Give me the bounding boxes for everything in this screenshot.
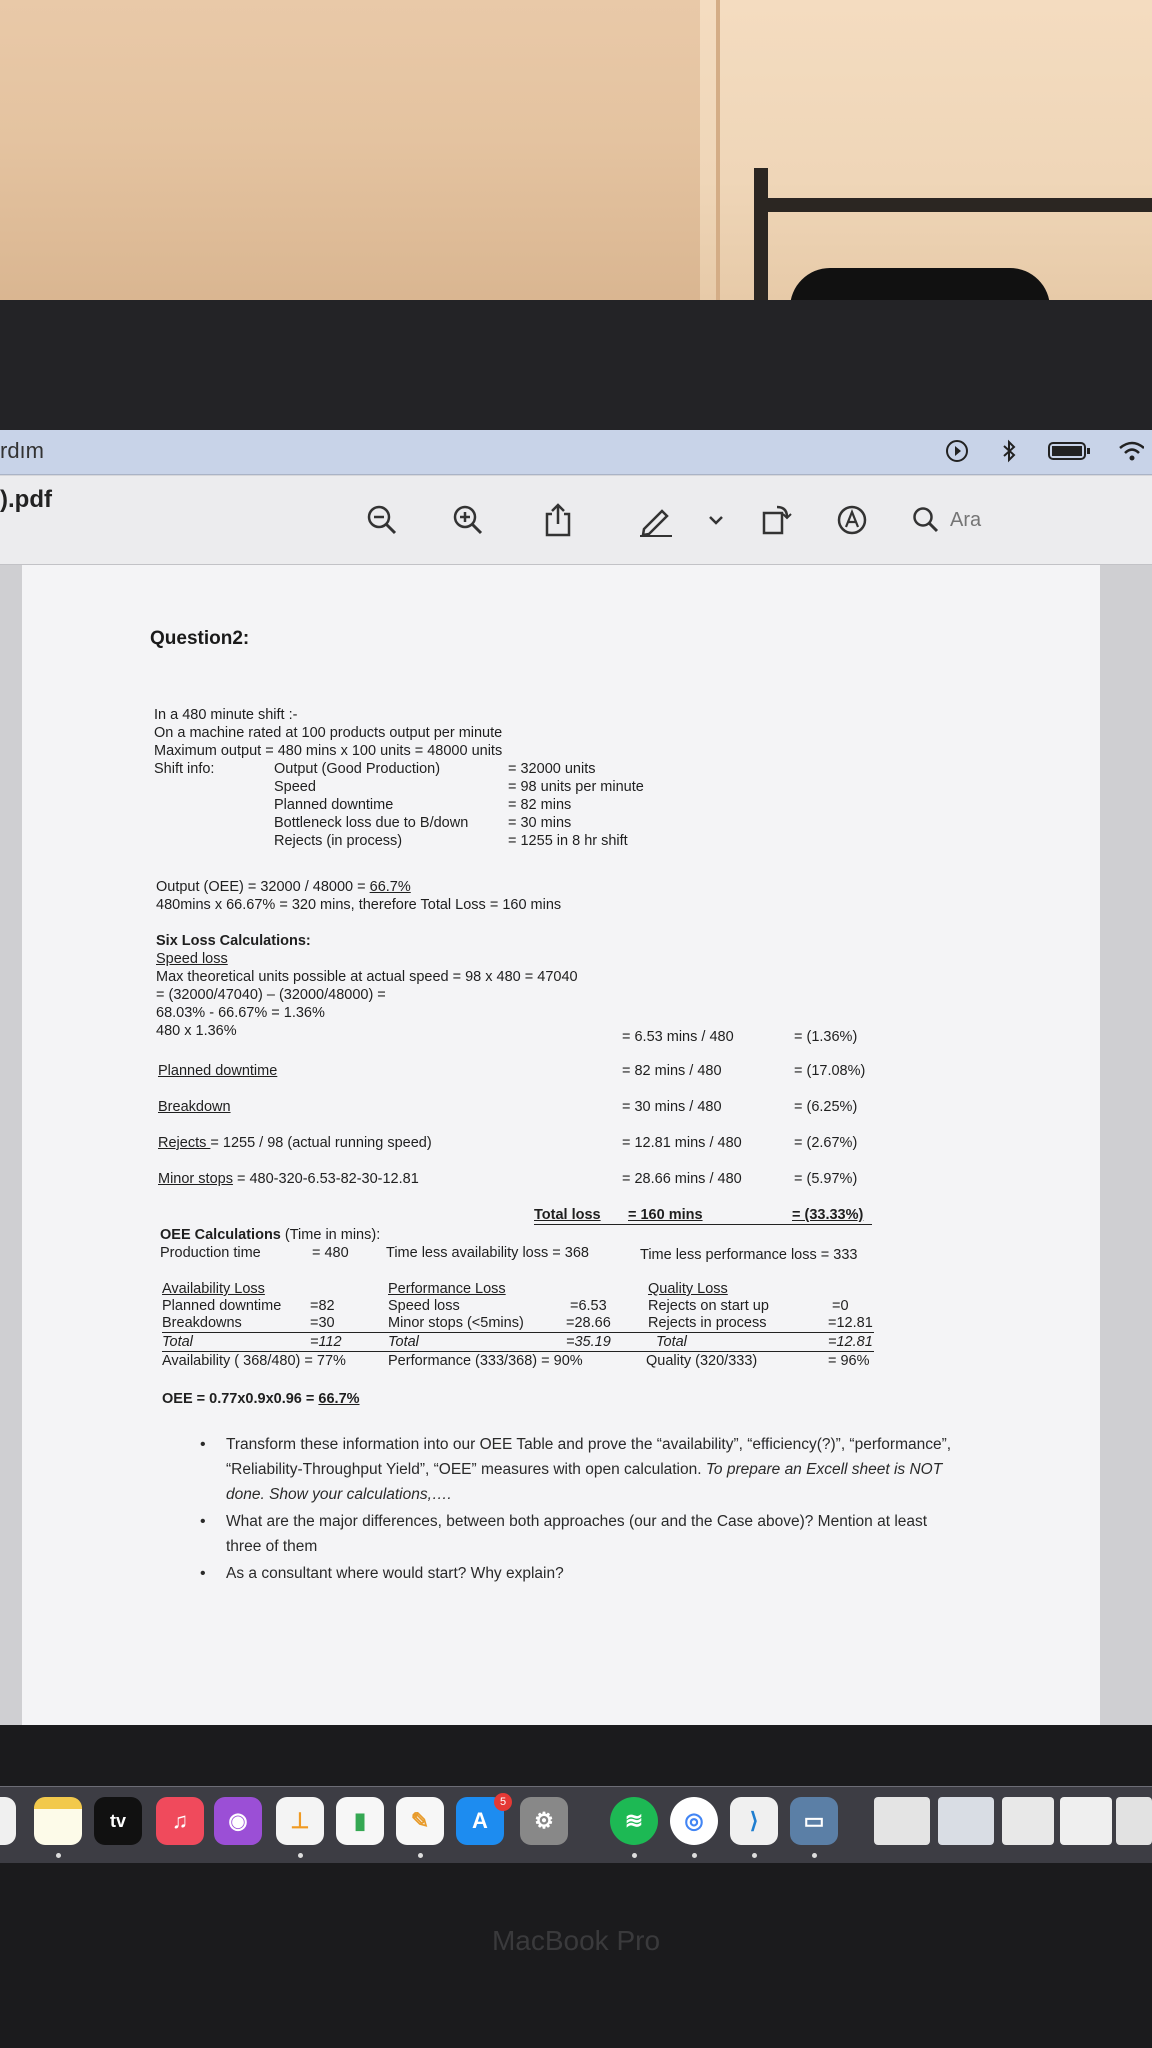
play-status-icon[interactable] xyxy=(944,438,970,464)
loss-row-pct: = (17.08%) xyxy=(794,1063,866,1079)
numbers-icon[interactable]: ▮ xyxy=(336,1797,384,1845)
rotate-icon xyxy=(759,503,793,537)
speed-loss-line: 68.03% - 66.67% = 1.36% xyxy=(156,1005,325,1021)
apple-tv-icon[interactable] xyxy=(94,1797,142,1845)
loss-row-pct: = (5.97%) xyxy=(794,1171,858,1187)
shift-item-label: Rejects (in process) xyxy=(274,833,403,849)
oee-calc-title: OEE Calculations xyxy=(160,1227,281,1243)
quality-total-value: =12.81 xyxy=(828,1334,873,1350)
oee-calc-subtitle: (Time in mins): xyxy=(280,1227,381,1243)
oee-output-line xyxy=(156,878,411,896)
shift-item-value: = 30 mins xyxy=(508,815,572,831)
finder-icon[interactable] xyxy=(0,1797,16,1845)
running-indicator xyxy=(298,1853,303,1858)
bullet-item xyxy=(200,1432,960,1507)
markup-circle-icon xyxy=(835,503,869,537)
running-indicator xyxy=(632,1853,637,1858)
quality-row-value: =12.81 xyxy=(828,1315,873,1331)
performance-result: Performance (333/368) = 90% xyxy=(388,1353,583,1369)
room-background xyxy=(0,0,1152,310)
notes-icon[interactable] xyxy=(34,1797,82,1845)
total-loss-line: 480mins x 66.67% = 320 mins, therefore Total Loss = 160 mins xyxy=(156,897,562,913)
intro-line: On a machine rated at 100 products output per minute xyxy=(154,725,503,741)
dock xyxy=(0,1786,1152,1863)
preview-toolbar xyxy=(0,476,1152,565)
availability-heading: Availability Loss xyxy=(162,1281,265,1297)
oee-output-prefix: Output (OEE) = 32000 / 48000 = xyxy=(156,879,370,895)
loss-row-detail: = 1255 / 98 (actual running speed) xyxy=(210,1135,432,1151)
loss-row xyxy=(158,1134,432,1152)
laptop-bezel-top xyxy=(0,300,1152,430)
availability-result: Availability ( 368/480) = 77% xyxy=(162,1353,346,1369)
shift-item-value: = 1255 in 8 hr shift xyxy=(508,833,628,849)
performance-row-value: =6.53 xyxy=(570,1298,607,1314)
availability-total-label: Total xyxy=(162,1334,193,1350)
performance-row-label: Speed loss xyxy=(388,1298,460,1314)
oee-final-value: 66.7% xyxy=(318,1391,360,1407)
shift-item-value: = 98 units per minute xyxy=(508,779,644,795)
quality-result-label: Quality (320/333) xyxy=(646,1353,758,1369)
availability-row-label: Breakdowns xyxy=(162,1315,242,1331)
share-button[interactable] xyxy=(538,500,578,540)
running-indicator xyxy=(56,1853,61,1858)
total-loss-label: Total loss xyxy=(534,1207,601,1223)
spotify-icon[interactable]: ≋ xyxy=(610,1797,658,1845)
question-title: Question2: xyxy=(150,628,250,649)
bluetooth-icon[interactable] xyxy=(996,438,1022,464)
app-menu-label[interactable]: rdım xyxy=(0,438,44,463)
total-loss-pct: = (33.33%) xyxy=(792,1207,864,1223)
rotate-button[interactable] xyxy=(756,500,796,540)
speed-loss-line: 480 x 1.36% xyxy=(156,1023,237,1039)
shift-item-value: = 82 mins xyxy=(508,797,572,813)
oee-final-line xyxy=(162,1390,360,1408)
shift-info-label: Shift info: xyxy=(154,761,215,777)
performance-row-value: =28.66 xyxy=(566,1315,611,1331)
oee-output-value: 66.7% xyxy=(369,879,411,895)
loss-table-rule xyxy=(162,1332,874,1333)
loss-row-mins: = 82 mins / 480 xyxy=(622,1063,722,1079)
oee-calc-title-line xyxy=(160,1226,380,1244)
shift-item-label: Output (Good Production) xyxy=(274,761,441,777)
zoom-out-icon xyxy=(366,504,398,536)
pages-icon[interactable]: ✎ xyxy=(396,1797,444,1845)
minimized-window-thumbnail[interactable] xyxy=(938,1797,994,1845)
oee-final-prefix: OEE = 0.77x0.9x0.96 = xyxy=(162,1391,319,1407)
quality-row-value: =0 xyxy=(832,1298,849,1314)
door-frame xyxy=(716,0,720,300)
keynote-icon[interactable]: ⊥ xyxy=(276,1797,324,1845)
total-loss-underline xyxy=(534,1224,872,1225)
shift-item-label: Speed xyxy=(274,779,316,795)
pen-icon xyxy=(638,503,674,537)
zoom-in-button[interactable] xyxy=(448,500,488,540)
quality-heading: Quality Loss xyxy=(648,1281,728,1297)
loss-row-label: Rejects xyxy=(158,1135,211,1151)
bullet-item: • What are the major differences, between both approaches (our and the Case above)? Mention at least three of them xyxy=(200,1509,960,1559)
performance-total-value: =35.19 xyxy=(566,1334,611,1350)
bezel-brand-label: MacBook Pro xyxy=(491,1925,661,1956)
availability-row-value: =82 xyxy=(310,1298,335,1314)
speed-loss-line: Max theoretical units possible at actual speed = 98 x 480 = 47040 xyxy=(156,969,578,985)
minimized-window-thumbnail[interactable] xyxy=(1002,1797,1054,1845)
document-title: ).pdf xyxy=(0,486,52,513)
vscode-icon[interactable]: ⟩ xyxy=(730,1797,778,1845)
loss-row-mins: = 28.66 mins / 480 xyxy=(622,1171,742,1187)
loss-row-mins: = 30 mins / 480 xyxy=(622,1099,722,1115)
six-loss-title: Six Loss Calculations: xyxy=(156,933,311,949)
loss-row-label: Breakdown xyxy=(158,1099,231,1115)
music-icon[interactable]: ♫ xyxy=(156,1797,204,1845)
loss-row-label: Minor stops xyxy=(158,1171,233,1187)
zoom-out-button[interactable] xyxy=(362,500,402,540)
quality-row-label: Rejects on start up xyxy=(648,1298,769,1314)
chrome-icon[interactable]: ◎ xyxy=(670,1797,718,1845)
podcasts-icon[interactable]: ◉ xyxy=(214,1797,262,1845)
availability-row-value: =30 xyxy=(310,1315,335,1331)
intro-line: In a 480 minute shift :- xyxy=(154,707,298,723)
bullet-text-italic: To prepare an Excell sheet is NOT done. Show your calculations,…. xyxy=(226,1461,943,1503)
quality-total-label: Total xyxy=(656,1334,687,1350)
system-preferences-icon[interactable]: ⚙ xyxy=(520,1797,568,1845)
minimized-window-thumbnail[interactable] xyxy=(1060,1797,1112,1845)
quality-row-label: Rejects in process xyxy=(648,1315,767,1331)
markup-dropdown-button[interactable] xyxy=(696,500,736,540)
availability-row-label: Planned downtime xyxy=(162,1298,282,1314)
speed-loss-mins: = 6.53 mins / 480 xyxy=(622,1029,734,1045)
wifi-icon[interactable] xyxy=(1118,438,1144,464)
bullet-item: • As a consultant where would start? Why explain? xyxy=(200,1561,960,1586)
search-icon xyxy=(912,506,940,534)
speed-loss-heading: Speed loss xyxy=(156,951,228,967)
chevron-down-icon xyxy=(706,510,726,530)
minimized-window-thumbnail[interactable] xyxy=(874,1797,930,1845)
shift-item-value: = 32000 units xyxy=(508,761,596,777)
performance-total-label: Total xyxy=(388,1334,419,1350)
availability-total-value: =112 xyxy=(310,1334,342,1350)
tv-label: tv xyxy=(109,1810,126,1831)
running-indicator xyxy=(418,1853,423,1858)
loss-row-pct: = (6.25%) xyxy=(794,1099,858,1115)
speed-loss-line: = (32000/47040) – (32000/48000) = xyxy=(156,987,386,1003)
time-less-performance: Time less performance loss = 333 xyxy=(640,1247,858,1263)
production-time-label: Production time xyxy=(160,1245,261,1261)
bullet-text: Transform these information into our OEE Table and prove the “availability”, “efficiency(?)”, “performance”, “Reliability-Throughput Yield”, “OEE” measures with open calculation. xyxy=(226,1436,952,1478)
menu-bar xyxy=(0,430,1152,475)
time-less-availability: Time less availability loss = 368 xyxy=(386,1245,589,1261)
total-loss-mins: = 160 mins xyxy=(628,1207,703,1223)
loss-row xyxy=(158,1170,419,1188)
search-field[interactable] xyxy=(912,502,1142,538)
annotate-button[interactable] xyxy=(832,500,872,540)
loss-row-label: Planned downtime xyxy=(158,1063,278,1079)
running-indicator xyxy=(692,1853,697,1858)
minimized-window-thumbnail[interactable] xyxy=(1116,1797,1152,1845)
search-input[interactable] xyxy=(948,508,1102,533)
clothes-rack-post xyxy=(754,168,768,308)
zoom-in-icon xyxy=(452,504,484,536)
quality-result-value: = 96% xyxy=(828,1353,870,1369)
loss-row-detail: = 480-320-6.53-82-30-12.81 xyxy=(232,1171,419,1187)
markup-pen-button[interactable] xyxy=(636,500,676,540)
assignment-bullets xyxy=(200,1432,960,1588)
loss-row-mins: = 12.81 mins / 480 xyxy=(622,1135,742,1151)
share-icon xyxy=(542,502,574,538)
performance-row-label: Minor stops (<5mins) xyxy=(388,1315,524,1331)
battery-icon[interactable] xyxy=(1048,438,1092,464)
running-indicator xyxy=(752,1853,757,1858)
shift-item-label: Bottleneck loss due to B/down xyxy=(274,815,469,831)
preview-icon[interactable]: ▭ xyxy=(790,1797,838,1845)
loss-row-pct: = (2.67%) xyxy=(794,1135,858,1151)
running-indicator xyxy=(812,1853,817,1858)
speed-loss-pct: = (1.36%) xyxy=(794,1029,858,1045)
laptop-bezel-bottom xyxy=(0,1725,1152,2048)
app-store-badge: 5 xyxy=(494,1793,512,1811)
clothes-rack-bar xyxy=(754,198,1152,212)
app-store-icon[interactable]: A xyxy=(456,1797,504,1845)
intro-line: Maximum output = 480 mins x 100 units = 48000 units xyxy=(154,743,503,759)
production-time-value: = 480 xyxy=(312,1245,349,1261)
shift-item-label: Planned downtime xyxy=(274,797,394,813)
performance-heading: Performance Loss xyxy=(388,1281,506,1297)
